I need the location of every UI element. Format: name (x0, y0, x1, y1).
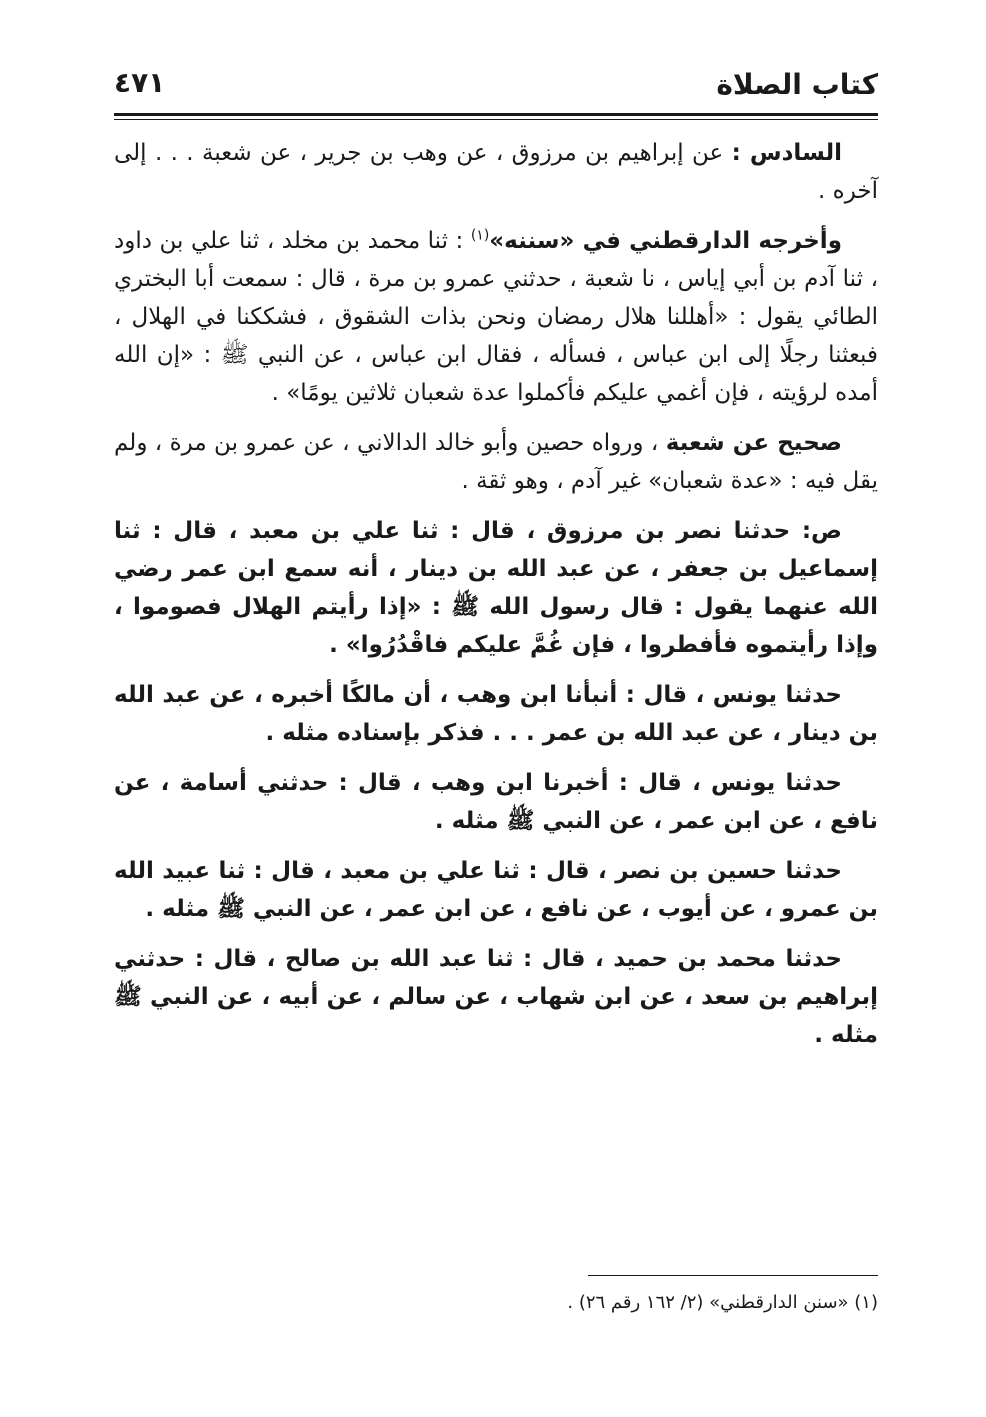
paragraph-lead: وأخرجه الدارقطني في «سننه» (489, 228, 842, 254)
paragraph-8 (114, 940, 878, 1054)
body-text (114, 134, 878, 1066)
paragraph-3 (114, 424, 878, 500)
paragraph-6 (114, 764, 878, 840)
paragraph-text: : ثنا محمد بن مخلد ، ثنا علي بن داود ، ثنا آدم بن أبي إياس ، نا شعبة ، حدثني عمرو بن مرة ، قال : سمعت أبا البختري الطائي يقول : «أهللنا هلال رمضان ونحن بذات الشقوق ، فشككنا في الهلال ، فبعثنا رجلًا إلى ابن عباس ، فسأله ، فقال ابن عباس ، عن النبي ﷺ : «إن الله أمده لرؤيته ، فإن أغمي عليكم فأكملوا عدة شعبان ثلاثين يومًا» . (114, 228, 878, 406)
header-rule-thin (114, 119, 878, 120)
paragraph-lead: ص: (801, 518, 842, 544)
paragraph-text: حدثنا حسين بن نصر ، قال : ثنا علي بن معبد ، قال : ثنا عبيد الله بن عمرو ، عن أيوب ، عن نافع ، عن ابن عمر ، عن النبي ﷺ مثله . (114, 858, 878, 922)
paragraph-5 (114, 676, 878, 752)
paragraph-lead: صحيح عن شعبة (665, 430, 842, 456)
paragraph-lead: السادس : (731, 140, 842, 166)
paragraph-2 (114, 222, 878, 412)
paragraph-1 (114, 134, 878, 210)
paragraph-text: حدثنا نصر بن مرزوق ، قال : ثنا علي بن معبد ، قال : ثنا إسماعيل بن جعفر ، عن عبد الله بن دينار ، أنه سمع ابن عمر رضي الله عنهما يقول : قال رسول الله ﷺ : «إذا رأيتم الهلال فصوموا ، وإذا رأيتموه فأفطروا ، فإن غُمَّ عليكم فاقْدُرُوا» . (114, 518, 878, 658)
page-number: ٤٧١ (114, 66, 166, 99)
book-title: كتاب الصلاة (716, 68, 878, 101)
footnote-separator (588, 1275, 878, 1276)
header-rule-thick (114, 113, 878, 116)
footnote-reference[interactable]: (١) (470, 227, 490, 244)
footnote (114, 1288, 878, 1318)
page-header (114, 62, 878, 112)
paragraph-4 (114, 512, 878, 664)
paragraph-text: حدثنا محمد بن حميد ، قال : ثنا عبد الله بن صالح ، قال : حدثني إبراهيم بن سعد ، عن ابن شهاب ، عن سالم ، عن أبيه ، عن النبي ﷺ مثله . (114, 946, 878, 1048)
paragraph-text: حدثنا يونس ، قال : أنبأنا ابن وهب ، أن مالكًا أخبره ، عن عبد الله بن دينار ، عن عبد الله بن عمر . . . فذكر بإسناده مثله . (114, 682, 878, 746)
footnote-text: (١) «سنن الدارقطني» (٢/ ١٦٢ رقم ٢٦) . (567, 1292, 878, 1313)
paragraph-text: حدثنا يونس ، قال : أخبرنا ابن وهب ، قال : حدثني أسامة ، عن نافع ، عن ابن عمر ، عن النبي ﷺ مثله . (114, 770, 878, 834)
paragraph-text: عن إبراهيم بن مرزوق ، عن وهب بن جرير ، عن شعبة . . . إلى آخره . (114, 140, 878, 204)
paragraph-7 (114, 852, 878, 928)
paragraph-text: ، ورواه حصين وأبو خالد الدالاني ، عن عمرو بن مرة ، ولم يقل فيه : «عدة شعبان» غير آدم ، وهو ثقة . (114, 430, 878, 494)
